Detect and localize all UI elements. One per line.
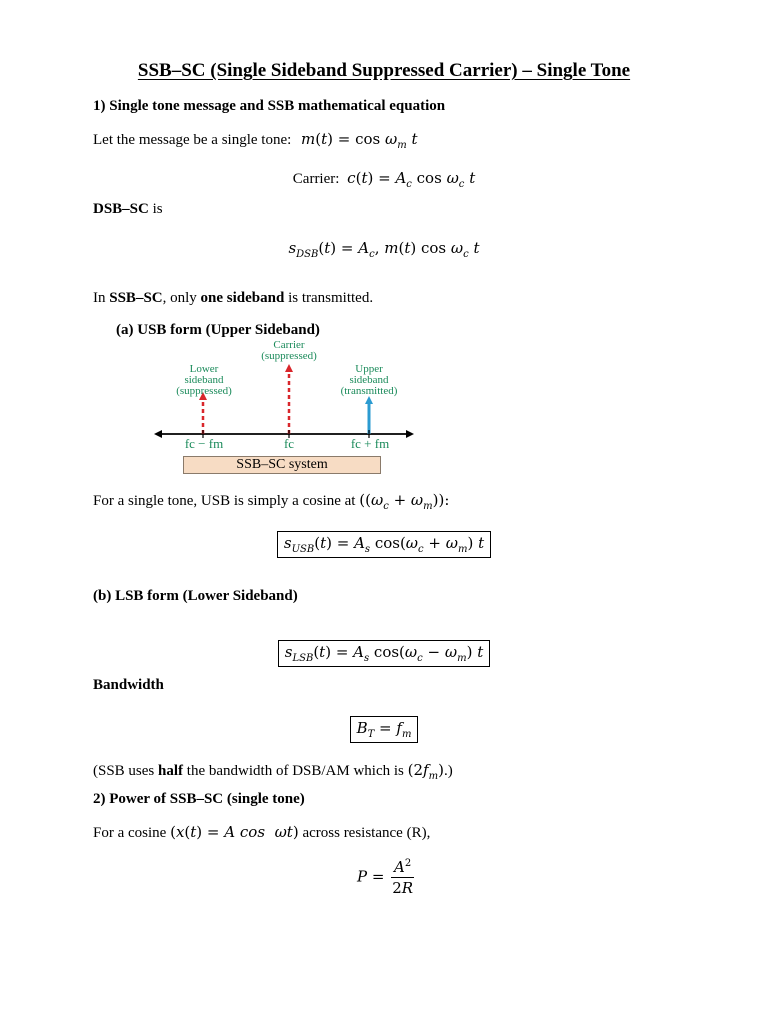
- power-numerator: $A^2$: [391, 858, 414, 878]
- ssb-statement: [93, 290, 373, 307]
- carrier-label: [258, 340, 320, 362]
- carrier-arrow: [285, 364, 293, 372]
- s2-text-a: For a cosine: [93, 825, 171, 841]
- carrier-label: Carrier:: [292, 171, 340, 187]
- carrier-label-1: Carrier: [273, 339, 305, 351]
- usb-equation: $s_{USB}(t) = A_s$ $\cos(\omega_c + \omega_m)$ t: [277, 531, 491, 558]
- power-equation: [357, 858, 416, 897]
- page-title: SSB–SC (Single Sideband Suppressed Carrier) – Single Tone: [137, 60, 631, 81]
- bandwidth-note: [93, 761, 453, 782]
- usb-equation-wrap: [0, 531, 768, 558]
- upper-sideband-label: [322, 364, 416, 397]
- dsb-label-line: [93, 201, 163, 218]
- carrier-equation: $c(t) = A_c$ $\cos \omega_c$ t: [347, 169, 476, 190]
- s2-text-c: across resistance (R),: [298, 825, 431, 841]
- s2-text-eq: (x(t) = A cos ωt): [170, 823, 299, 841]
- power-denominator: 2R: [392, 879, 414, 897]
- tick-label-mid: fc: [283, 436, 295, 451]
- upper-label-3: (transmitted): [340, 385, 398, 397]
- lower-label-3: (suppressed): [176, 385, 232, 397]
- power-lhs: P =: [357, 867, 385, 886]
- ssb-text-d: one sideband: [200, 290, 285, 306]
- lsb-equation: $s_{LSB}(t) = A_s$ $\cos(\omega_c - \omega_m)$ t: [278, 640, 490, 667]
- upper-label-1: Upper: [355, 363, 383, 375]
- usb-text-equation: $((\omega_c + \omega_m))$:: [359, 491, 450, 512]
- dsb-label-rest: is: [148, 201, 163, 217]
- bw-note-c: the bandwidth of DSB/AM which is: [183, 763, 408, 779]
- carrier-label-2: (suppressed): [261, 350, 317, 362]
- message-equation: $m(t) = \cos \omega_m$ t: [301, 130, 418, 151]
- lsb-heading: (b) LSB form (Lower Sideband): [93, 588, 298, 604]
- figure-caption: SSB–SC system: [183, 456, 381, 474]
- lower-sideband-label: [160, 364, 248, 397]
- ssb-text-c: , only: [162, 290, 201, 306]
- carrier-line: [0, 169, 768, 190]
- upper-label-2: sideband: [349, 374, 389, 386]
- axis-left-arrow: [154, 430, 162, 438]
- lsb-equation-wrap: [0, 640, 768, 667]
- message-intro: Let the message be a single tone:: [93, 132, 292, 148]
- lower-label-1: Lower: [189, 363, 219, 375]
- usb-text: [93, 491, 449, 512]
- bw-note-eq: $(2f_m)$: [407, 761, 444, 782]
- tick-label-left: fc − fm: [184, 436, 224, 451]
- section-1-heading: 1) Single tone message and SSB mathematical equation: [93, 98, 446, 114]
- bw-note-e: .): [443, 763, 453, 779]
- bw-note-a: (SSB uses: [93, 763, 159, 779]
- dsb-label-bold: DSB–SC: [93, 201, 149, 217]
- tick-label-right: fc + fm: [350, 436, 390, 451]
- cosine-power-text: [93, 823, 430, 842]
- bandwidth-heading: Bandwidth: [93, 677, 164, 693]
- bandwidth-equation: $B_T = f_m$: [350, 716, 419, 743]
- section-2-heading: 2) Power of SSB–SC (single tone): [93, 791, 305, 807]
- message-line: [93, 130, 418, 151]
- ssb-text-a: In: [93, 290, 110, 306]
- upper-sideband-arrow: [365, 396, 373, 404]
- usb-heading: (a) USB form (Upper Sideband): [116, 322, 320, 338]
- axis-right-arrow: [406, 430, 414, 438]
- ssb-spectrum-figure: [150, 338, 420, 476]
- ssb-text-b: SSB–SC: [109, 290, 163, 306]
- lower-label-2: sideband: [184, 374, 224, 386]
- bandwidth-equation-wrap: [0, 716, 768, 743]
- power-fraction: [389, 858, 416, 897]
- ssb-text-e: is transmitted.: [284, 290, 374, 306]
- usb-text-main: For a single tone, USB is simply a cosine at: [93, 493, 356, 509]
- dsb-equation: $s_{DSB}(t) = A_c$, m(t) $\cos \omega_c$ t: [288, 239, 480, 260]
- bw-note-b: half: [158, 763, 184, 779]
